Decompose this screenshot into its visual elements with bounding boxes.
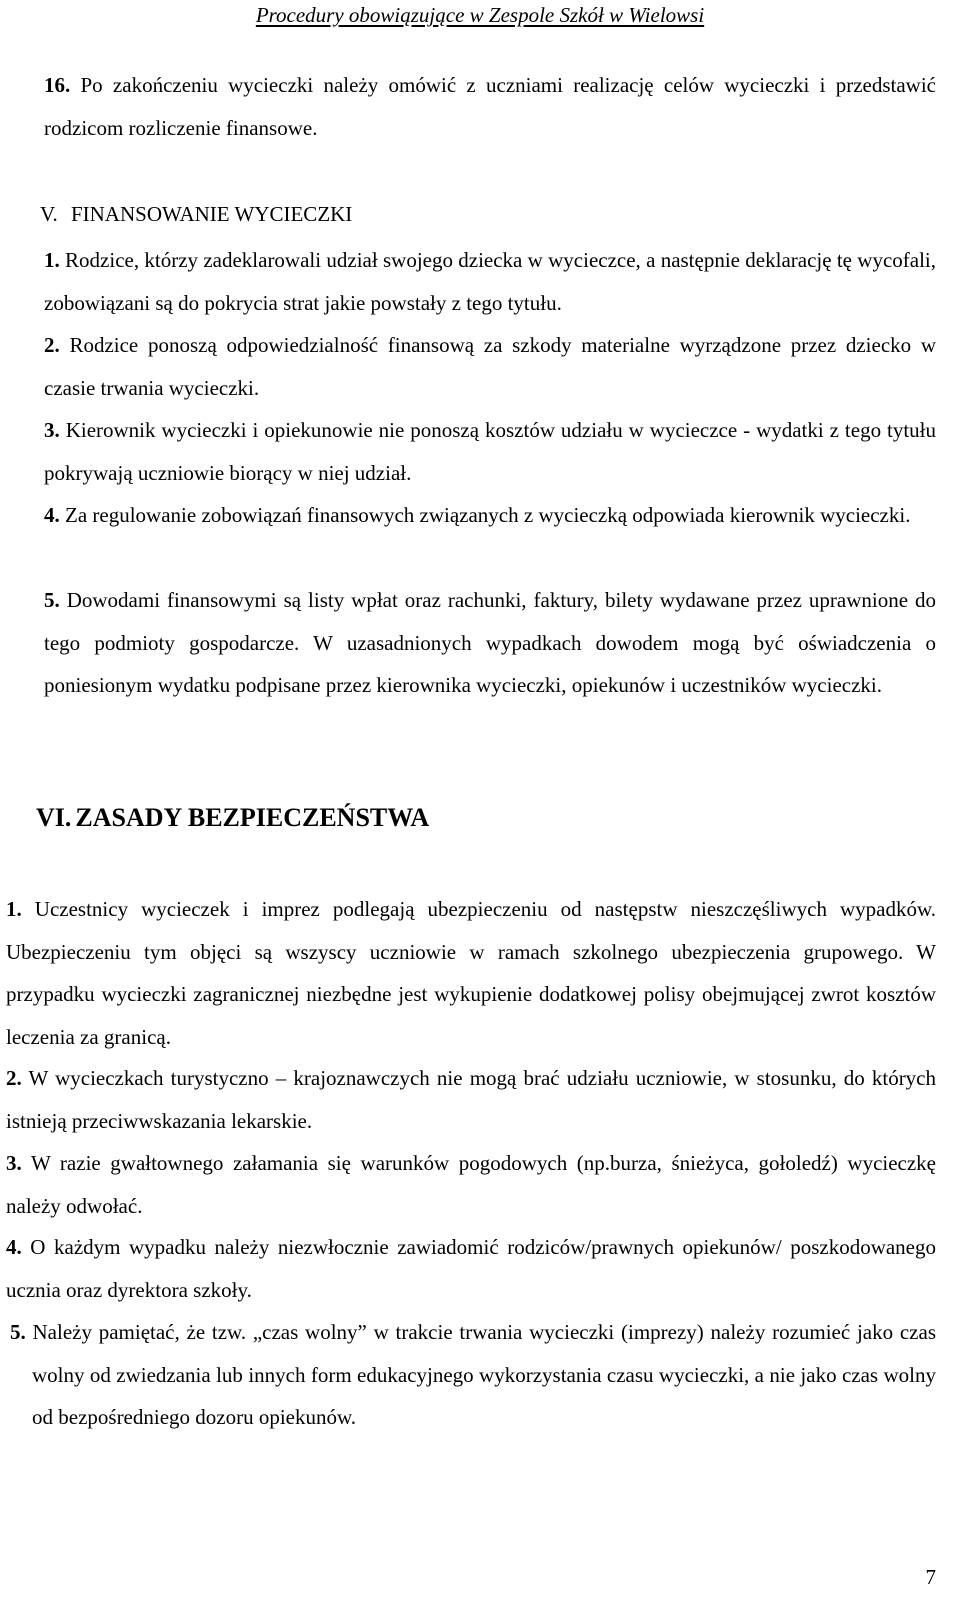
list-item bbox=[44, 494, 936, 537]
section-number: VI. bbox=[36, 803, 72, 832]
item-text: Po zakończeniu wycieczki należy omówić z uczniami realizację celów wycieczki i przedstawić rodzicom rozliczenie finansowe. bbox=[44, 73, 936, 140]
item-number: 5. bbox=[10, 1320, 26, 1344]
item-text: W razie gwałtownego załamania się warunków pogodowych (np.burza, śnieżyca, gołoledź) wycieczkę należy odwołać. bbox=[6, 1151, 937, 1218]
item-number: 4. bbox=[44, 503, 60, 527]
item-text: W wycieczkach turystyczno – krajoznawczych nie mogą brać udziału uczniowie, w stosunku, do których istnieją przeciwwskazania lekarskie. bbox=[6, 1066, 937, 1133]
list-item bbox=[6, 1142, 936, 1227]
section-number: V. bbox=[40, 202, 58, 226]
item-text: Za regulowanie zobowiązań finansowych związanych z wycieczką odpowiada kierownik wycieczki. bbox=[65, 503, 911, 527]
item-number: 5. bbox=[44, 588, 60, 612]
item-number: 1. bbox=[44, 248, 60, 272]
section-heading bbox=[40, 193, 352, 235]
section-heading bbox=[36, 797, 429, 839]
section-title: ZASADY BEZPIECZEŃSTWA bbox=[75, 803, 430, 832]
item-number: 2. bbox=[44, 333, 60, 357]
item-text: Rodzice ponoszą odpowiedzialność finansową za szkody materialne wyrządzone przez dziecko w czasie trwania wycieczki. bbox=[44, 333, 937, 400]
item-number: 1. bbox=[6, 897, 22, 921]
list-item bbox=[10, 1311, 936, 1439]
list-item bbox=[44, 324, 936, 409]
list-item bbox=[44, 409, 936, 494]
list-item bbox=[44, 64, 936, 149]
item-text: Dowodami finansowymi są listy wpłat oraz rachunki, faktury, bilety wydawane przez uprawnione do tego podmioty gospodarcze. W uzasadnionych wypadkach dowodem mogą być oświadczenia o poniesionym wydatku podpisane przez kierownika wycieczki, opiekunów i uczestników wycieczki. bbox=[44, 588, 937, 697]
page-number: 7 bbox=[925, 1565, 936, 1589]
list-item bbox=[6, 1057, 936, 1142]
item-number: 3. bbox=[6, 1151, 22, 1175]
list-item bbox=[6, 1226, 936, 1311]
list-item bbox=[6, 888, 936, 1058]
item-text: Rodzice, którzy zadeklarowali udział swojego dziecka w wycieczce, a następnie deklarację tę wycofali, zobowiązani są do pokrycia strat jakie powstały z tego tytułu. bbox=[44, 248, 937, 315]
item-text: O każdym wypadku należy niezwłocznie zawiadomić rodziców/prawnych opiekunów/ poszkodowanego ucznia oraz dyrektora szkoły. bbox=[6, 1235, 937, 1302]
item-text: Należy pamiętać, że tzw. „czas wolny” w trakcie trwania wycieczki (imprezy) należy rozumieć jako czas wolny od zwiedzania lub innych form edukacyjnego wykorzystania czasu wycieczki, a nie jako czas wolny od bezpośredniego dozoru opiekunów. bbox=[32, 1320, 936, 1429]
item-text: Uczestnicy wycieczek i imprez podlegają ubezpieczeniu od następstw nieszczęśliwych wypadków. Ubezpieczeniu tym objęci są wszyscy uczniowie w ramach szkolnego ubezpieczenia grupowego. W przypadku wycieczki zagranicznej niezbędne jest wykupienie dodatkowej polisy obejmującej zwrot kosztów leczenia za granicą. bbox=[6, 897, 937, 1049]
item-number: 4. bbox=[6, 1235, 22, 1259]
item-number: 3. bbox=[44, 418, 60, 442]
item-number: 16. bbox=[44, 73, 71, 97]
document-header: Procedury obowiązujące w Zespole Szkół w Wielowsi bbox=[255, 3, 705, 27]
item-number: 2. bbox=[6, 1066, 22, 1090]
item-text: Kierownik wycieczki i opiekunowie nie ponoszą kosztów udziału w wycieczce - wydatki z tego tytułu pokrywają uczniowie biorący w niej udział. bbox=[44, 418, 937, 485]
list-item bbox=[44, 579, 936, 707]
section-title: FINANSOWANIE WYCIECZKI bbox=[70, 202, 353, 226]
list-item bbox=[44, 239, 936, 324]
